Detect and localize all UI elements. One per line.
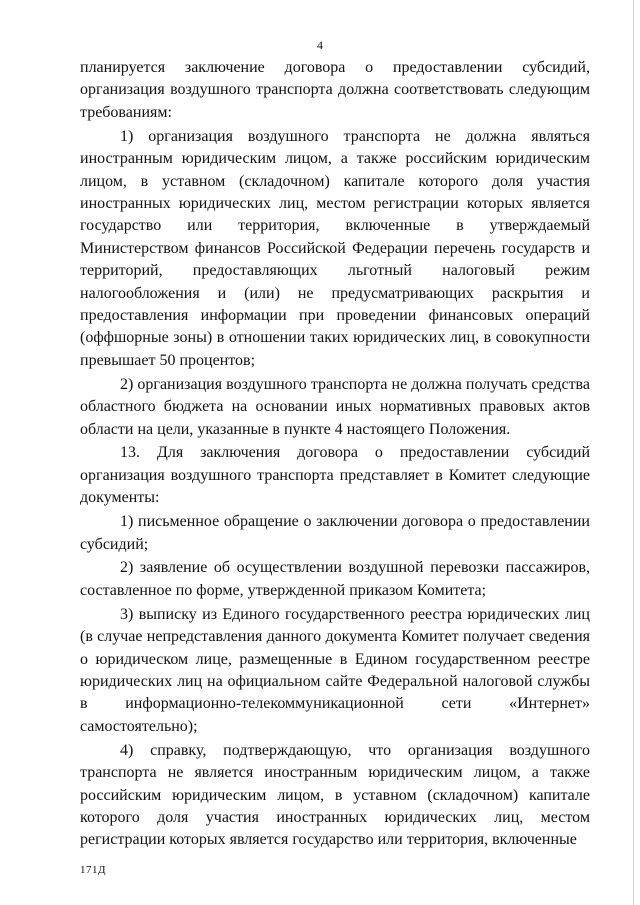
paragraph-doc-1: 1) письменное обращение о заключении договора о предоставлении субсидий; bbox=[80, 513, 590, 553]
page-number: 4 bbox=[317, 38, 323, 52]
paragraph-item-2: 2) организация воздушного транспорта не должна получать средства областного бюджета на основании иных нормативных правовых актов области на цели, указанные в пункте 4 настоящего Положения. bbox=[80, 375, 590, 438]
scan-edge bbox=[633, 0, 634, 905]
paragraph-item-1: 1) организация воздушного транспорта не должна являться иностранным юридическим лицом, а также российским юридическим лицом, в уставном (складочном) капитале которого доля участия иностранных юридических лиц, местом регистрации которых является государство или территория, включенные в утверждаемый Министерством финансов Российской Федерации перечень государств и территорий, предоставляющих льготный налоговый режим налогообложения и (или) не предусматривающих раскрытия и предоставления информации при проведении финансовых операций (оффшорные зоны) в отношении таких юридических лиц, в совокупности превышает 50 процентов; bbox=[80, 127, 590, 369]
paragraph-continuation: планируется заключение договора о предоставлении субсидий, организация воздушного транспорта должна соответствовать следующим требованиям: bbox=[80, 59, 590, 121]
footer-code: 171Д bbox=[80, 864, 107, 876]
paragraph-section-13: 13. Для заключения договора о предоставлении субсидий организация воздушного транспорта представляет в Комитет следующие документы: bbox=[80, 444, 590, 507]
paragraph-doc-2: 2) заявление об осуществлении воздушной перевозки пассажиров, составленное по форме, утвержденной приказом Комитета; bbox=[80, 559, 590, 599]
paragraph-doc-4: 4) справку, подтверждающую, что организация воздушного транспорта не является иностранным юридическим лицом, а также российским юридическим лицом, в уставном (складочном) капитале которого доля участия иностранных юридических лиц, местом регистрации которых является государство или территория, включенные bbox=[80, 741, 590, 849]
document-body bbox=[80, 57, 590, 853]
paragraph-doc-3: 3) выписку из Единого государственного реестра юридических лиц (в случае непредставления данного документа Комитет получает сведения о юридическом лице, размещенные в Едином государственном реестре юридических лиц на официальном сайте Федеральной налоговой службы в информационно-телекоммуникационной сети «Интернет» самостоятельно); bbox=[80, 605, 590, 735]
